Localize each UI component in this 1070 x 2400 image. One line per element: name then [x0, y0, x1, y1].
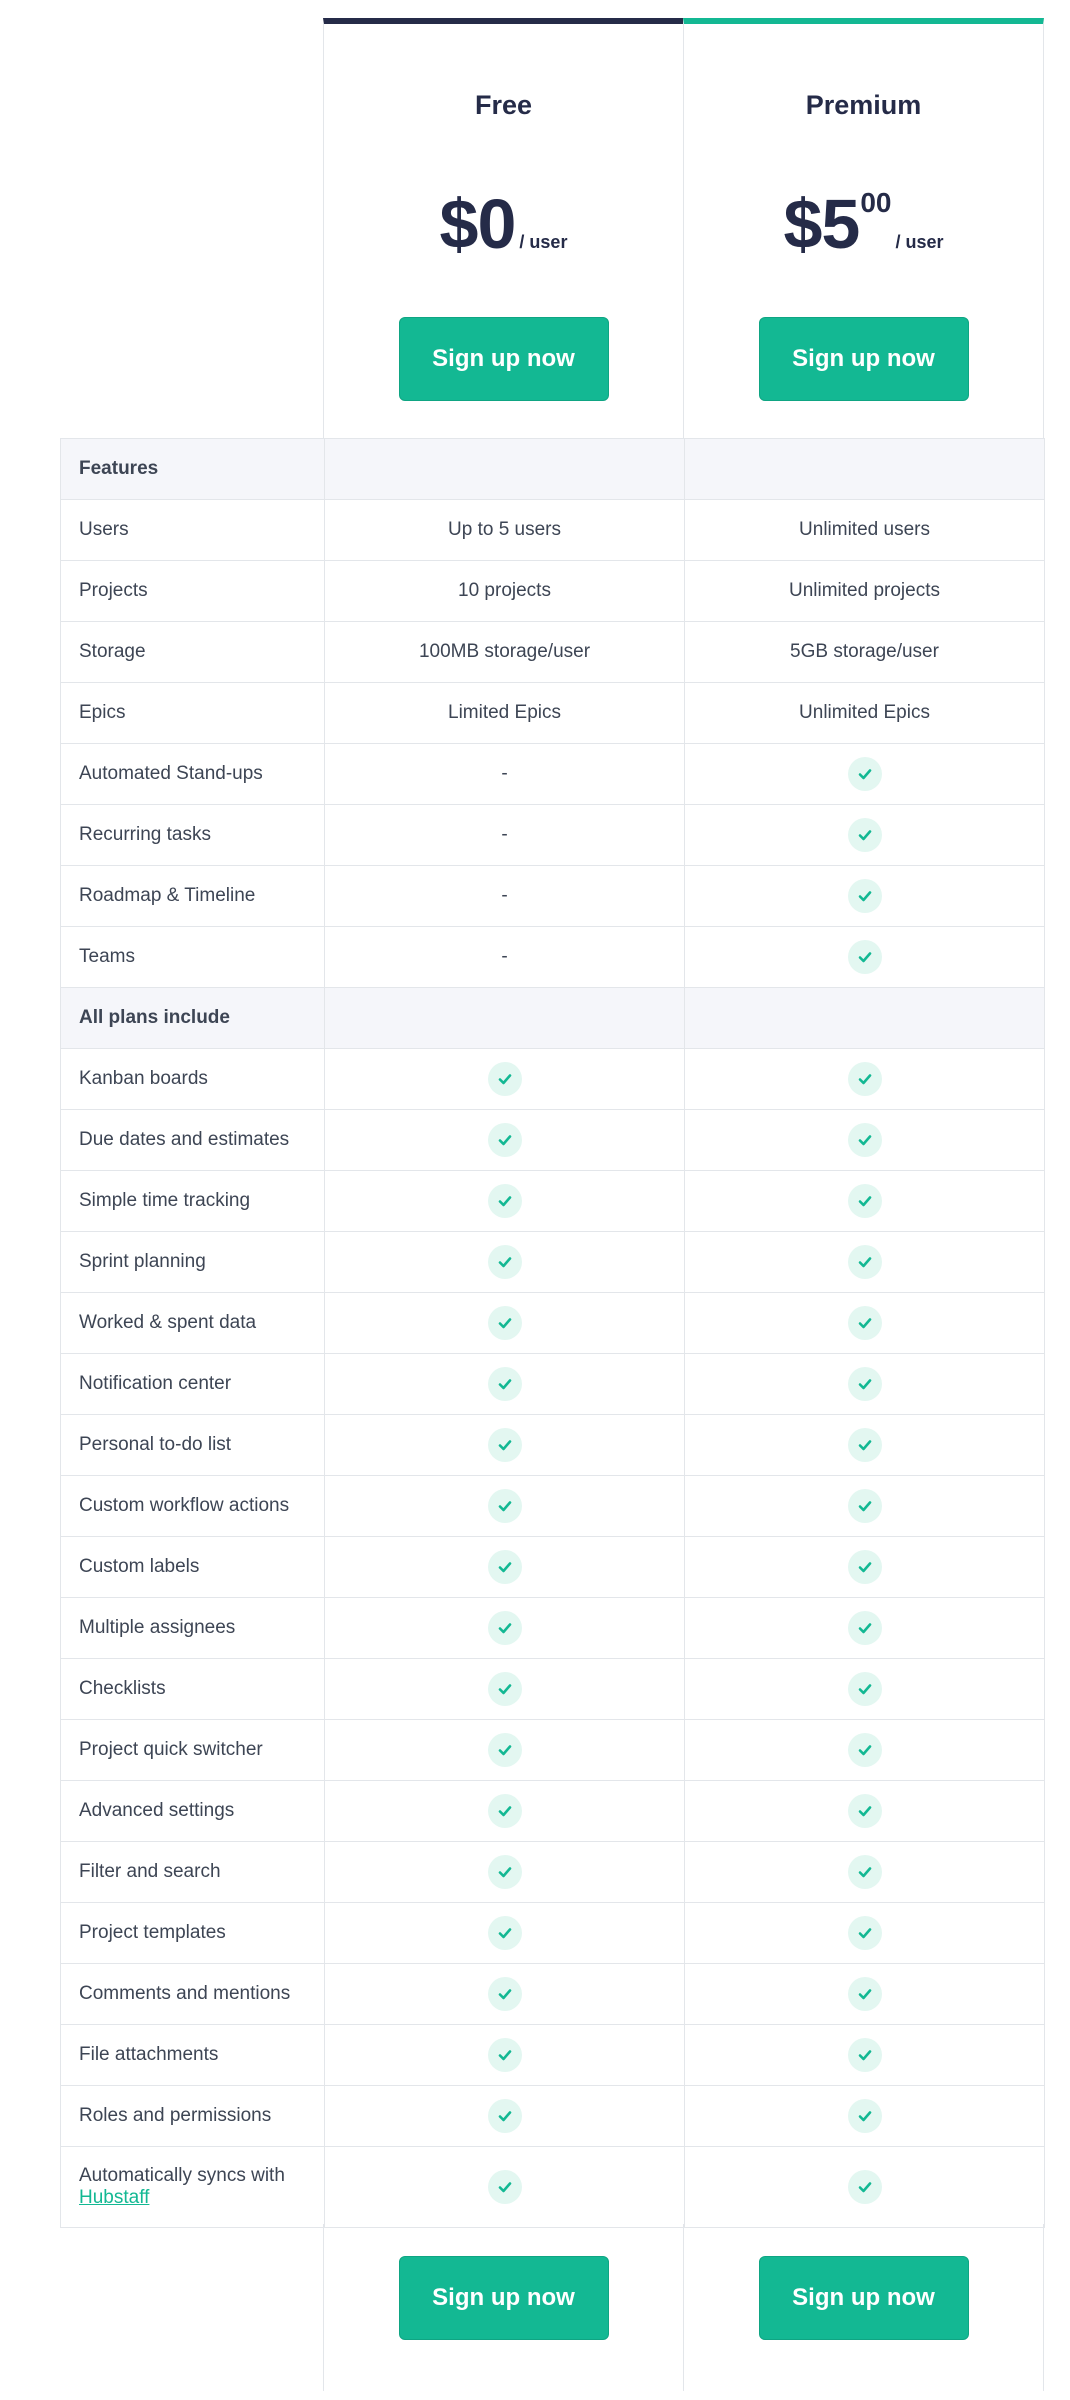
check-icon	[848, 2170, 882, 2204]
feature-label: All plans include	[60, 988, 324, 1048]
feature-label: Kanban boards	[60, 1049, 324, 1109]
feature-label: Sprint planning	[60, 1232, 324, 1292]
not-included-dash: -	[501, 763, 508, 784]
table-row	[60, 1354, 1045, 1415]
feature-value-premium	[684, 2025, 1045, 2085]
feature-value-free	[324, 1232, 684, 1292]
feature-value-premium	[684, 1354, 1045, 1414]
price-per: / user	[519, 232, 568, 252]
feature-value-free	[324, 1171, 684, 1231]
feature-label: Personal to-do list	[60, 1415, 324, 1475]
feature-label: Worked & spent data	[60, 1293, 324, 1353]
feature-value-free	[324, 927, 684, 987]
signup-button-premium-bottom[interactable]: Sign up now	[759, 2256, 969, 2340]
footer-column-premium	[683, 2224, 1044, 2391]
feature-value-premium	[684, 1842, 1045, 1902]
check-icon	[848, 1733, 882, 1767]
feature-label: Custom workflow actions	[60, 1476, 324, 1536]
feature-label: Multiple assignees	[60, 1598, 324, 1658]
feature-label: Projects	[60, 561, 324, 621]
check-icon	[488, 1550, 522, 1584]
check-icon	[488, 1855, 522, 1889]
feature-value-free	[324, 439, 684, 499]
table-row	[60, 561, 1045, 622]
feature-label: Simple time tracking	[60, 1171, 324, 1231]
signup-button-premium-top[interactable]: Sign up now	[759, 317, 969, 401]
feature-label: Teams	[60, 927, 324, 987]
table-row	[60, 1720, 1045, 1781]
check-icon	[848, 1550, 882, 1584]
hubstaff-link[interactable]: Hubstaff	[79, 2187, 150, 2208]
check-icon	[488, 1062, 522, 1096]
not-included-dash: -	[501, 885, 508, 906]
table-row	[60, 805, 1045, 866]
feature-value-free: 10 projects	[324, 561, 684, 621]
check-icon	[848, 1489, 882, 1523]
feature-value-premium	[684, 1293, 1045, 1353]
feature-value-free: Limited Epics	[324, 683, 684, 743]
plan-price	[684, 184, 1043, 264]
feature-label: Recurring tasks	[60, 805, 324, 865]
not-included-dash: -	[501, 824, 508, 845]
feature-value-free	[324, 1842, 684, 1902]
check-icon	[488, 2099, 522, 2133]
check-icon	[848, 1306, 882, 1340]
plan-price	[324, 184, 683, 264]
feature-label: Automated Stand-ups	[60, 744, 324, 804]
feature-label: Project quick switcher	[60, 1720, 324, 1780]
plan-name: Free	[474, 90, 533, 120]
table-row	[60, 622, 1045, 683]
table-row	[60, 1842, 1045, 1903]
feature-label-text: Automatically syncs with	[79, 2165, 285, 2186]
table-row	[60, 927, 1045, 988]
feature-value-premium	[684, 1720, 1045, 1780]
feature-value-free	[324, 805, 684, 865]
feature-label: Roles and permissions	[60, 2086, 324, 2146]
check-icon	[488, 2038, 522, 2072]
feature-value-free	[324, 1354, 684, 1414]
feature-value-free	[324, 1049, 684, 1109]
feature-value-premium	[684, 1232, 1045, 1292]
feature-value-premium	[684, 1598, 1045, 1658]
feature-value-free	[324, 1110, 684, 1170]
check-icon	[848, 1855, 882, 1889]
feature-value-free	[324, 1293, 684, 1353]
feature-value-premium: Unlimited users	[684, 500, 1045, 560]
price-amount: $5	[783, 185, 860, 263]
feature-value-free	[324, 1415, 684, 1475]
table-row	[60, 1476, 1045, 1537]
check-icon	[488, 1672, 522, 1706]
check-icon	[488, 1916, 522, 1950]
feature-value-premium	[684, 805, 1045, 865]
feature-value-free	[324, 1476, 684, 1536]
feature-value-premium	[684, 1537, 1045, 1597]
feature-label: Due dates and estimates	[60, 1110, 324, 1170]
feature-label: Comments and mentions	[60, 1964, 324, 2024]
table-section-row	[60, 439, 1045, 500]
feature-value-premium	[684, 1964, 1045, 2024]
check-icon	[848, 940, 882, 974]
check-icon	[488, 1123, 522, 1157]
feature-value-premium: 5GB storage/user	[684, 622, 1045, 682]
feature-label	[60, 2147, 324, 2227]
table-row	[60, 1232, 1045, 1293]
check-icon	[848, 818, 882, 852]
check-icon	[848, 1611, 882, 1645]
feature-value-free	[324, 744, 684, 804]
feature-value-free	[324, 1537, 684, 1597]
price-cents: 00	[860, 187, 892, 218]
feature-label: Advanced settings	[60, 1781, 324, 1841]
feature-value-premium	[684, 1659, 1045, 1719]
feature-value-premium	[684, 988, 1045, 1048]
feature-value-free	[324, 2025, 684, 2085]
check-icon	[848, 1916, 882, 1950]
feature-value-free: Up to 5 users	[324, 500, 684, 560]
check-icon	[488, 2170, 522, 2204]
check-icon	[488, 1611, 522, 1645]
signup-button-free-top[interactable]: Sign up now	[399, 317, 609, 401]
check-icon	[488, 1977, 522, 2011]
check-icon	[848, 2038, 882, 2072]
table-row	[60, 1293, 1045, 1354]
feature-label: Notification center	[60, 1354, 324, 1414]
table-row	[60, 2147, 1045, 2228]
feature-label: Roadmap & Timeline	[60, 866, 324, 926]
feature-value-free	[324, 866, 684, 926]
feature-label: File attachments	[60, 2025, 324, 2085]
check-icon	[848, 1977, 882, 2011]
feature-value-free: 100MB storage/user	[324, 622, 684, 682]
table-row	[60, 1537, 1045, 1598]
feature-value-premium: Unlimited Epics	[684, 683, 1045, 743]
plan-column-premium	[683, 18, 1044, 439]
plan-name: Premium	[805, 90, 922, 120]
feature-value-premium: Unlimited projects	[684, 561, 1045, 621]
table-row	[60, 1964, 1045, 2025]
feature-value-free	[324, 988, 684, 1048]
check-icon	[848, 1123, 882, 1157]
feature-value-premium	[684, 744, 1045, 804]
table-row	[60, 1598, 1045, 1659]
feature-value-free	[324, 1720, 684, 1780]
feature-label: Checklists	[60, 1659, 324, 1719]
signup-button-free-bottom[interactable]: Sign up now	[399, 2256, 609, 2340]
feature-label: Users	[60, 500, 324, 560]
feature-label: Custom labels	[60, 1537, 324, 1597]
check-icon	[488, 1184, 522, 1218]
check-icon	[488, 1733, 522, 1767]
check-icon	[488, 1794, 522, 1828]
feature-value-free	[324, 1964, 684, 2024]
check-icon	[848, 1245, 882, 1279]
feature-label: Features	[60, 439, 324, 499]
feature-value-free	[324, 1903, 684, 1963]
feature-value-premium	[684, 1171, 1045, 1231]
feature-value-premium	[684, 1049, 1045, 1109]
check-icon	[848, 1367, 882, 1401]
feature-value-premium	[684, 1476, 1045, 1536]
check-icon	[848, 1428, 882, 1462]
table-row	[60, 683, 1045, 744]
check-icon	[488, 1245, 522, 1279]
feature-value-free	[324, 2147, 684, 2227]
feature-value-free	[324, 2086, 684, 2146]
table-row	[60, 1903, 1045, 1964]
price-amount: $0	[439, 185, 516, 263]
price-per: / user	[895, 232, 944, 252]
check-icon	[848, 1184, 882, 1218]
table-section-row	[60, 988, 1045, 1049]
feature-label: Storage	[60, 622, 324, 682]
check-icon	[488, 1428, 522, 1462]
feature-table	[60, 438, 1045, 2228]
feature-value-free	[324, 1659, 684, 1719]
table-row	[60, 1110, 1045, 1171]
check-icon	[848, 1794, 882, 1828]
feature-value-premium	[684, 2086, 1045, 2146]
feature-value-free	[324, 1781, 684, 1841]
plan-column-free	[323, 18, 684, 439]
footer-column-free	[323, 2224, 684, 2391]
table-row	[60, 2086, 1045, 2147]
table-row	[60, 866, 1045, 927]
check-icon	[488, 1306, 522, 1340]
feature-value-premium	[684, 1415, 1045, 1475]
feature-label: Project templates	[60, 1903, 324, 1963]
table-row	[60, 1659, 1045, 1720]
check-icon	[848, 1062, 882, 1096]
check-icon	[848, 1672, 882, 1706]
check-icon	[848, 757, 882, 791]
check-icon	[848, 879, 882, 913]
check-icon	[848, 2099, 882, 2133]
feature-value-premium	[684, 866, 1045, 926]
feature-value-free	[324, 1598, 684, 1658]
feature-label: Epics	[60, 683, 324, 743]
feature-value-premium	[684, 927, 1045, 987]
table-row	[60, 2025, 1045, 2086]
table-row	[60, 1049, 1045, 1110]
feature-value-premium	[684, 439, 1045, 499]
check-icon	[488, 1489, 522, 1523]
feature-value-premium	[684, 2147, 1045, 2227]
table-row	[60, 744, 1045, 805]
feature-value-premium	[684, 1110, 1045, 1170]
not-included-dash: -	[501, 946, 508, 967]
table-row	[60, 1171, 1045, 1232]
feature-value-premium	[684, 1781, 1045, 1841]
check-icon	[488, 1367, 522, 1401]
table-row	[60, 1415, 1045, 1476]
feature-value-premium	[684, 1903, 1045, 1963]
table-row	[60, 1781, 1045, 1842]
table-row	[60, 500, 1045, 561]
feature-label: Filter and search	[60, 1842, 324, 1902]
